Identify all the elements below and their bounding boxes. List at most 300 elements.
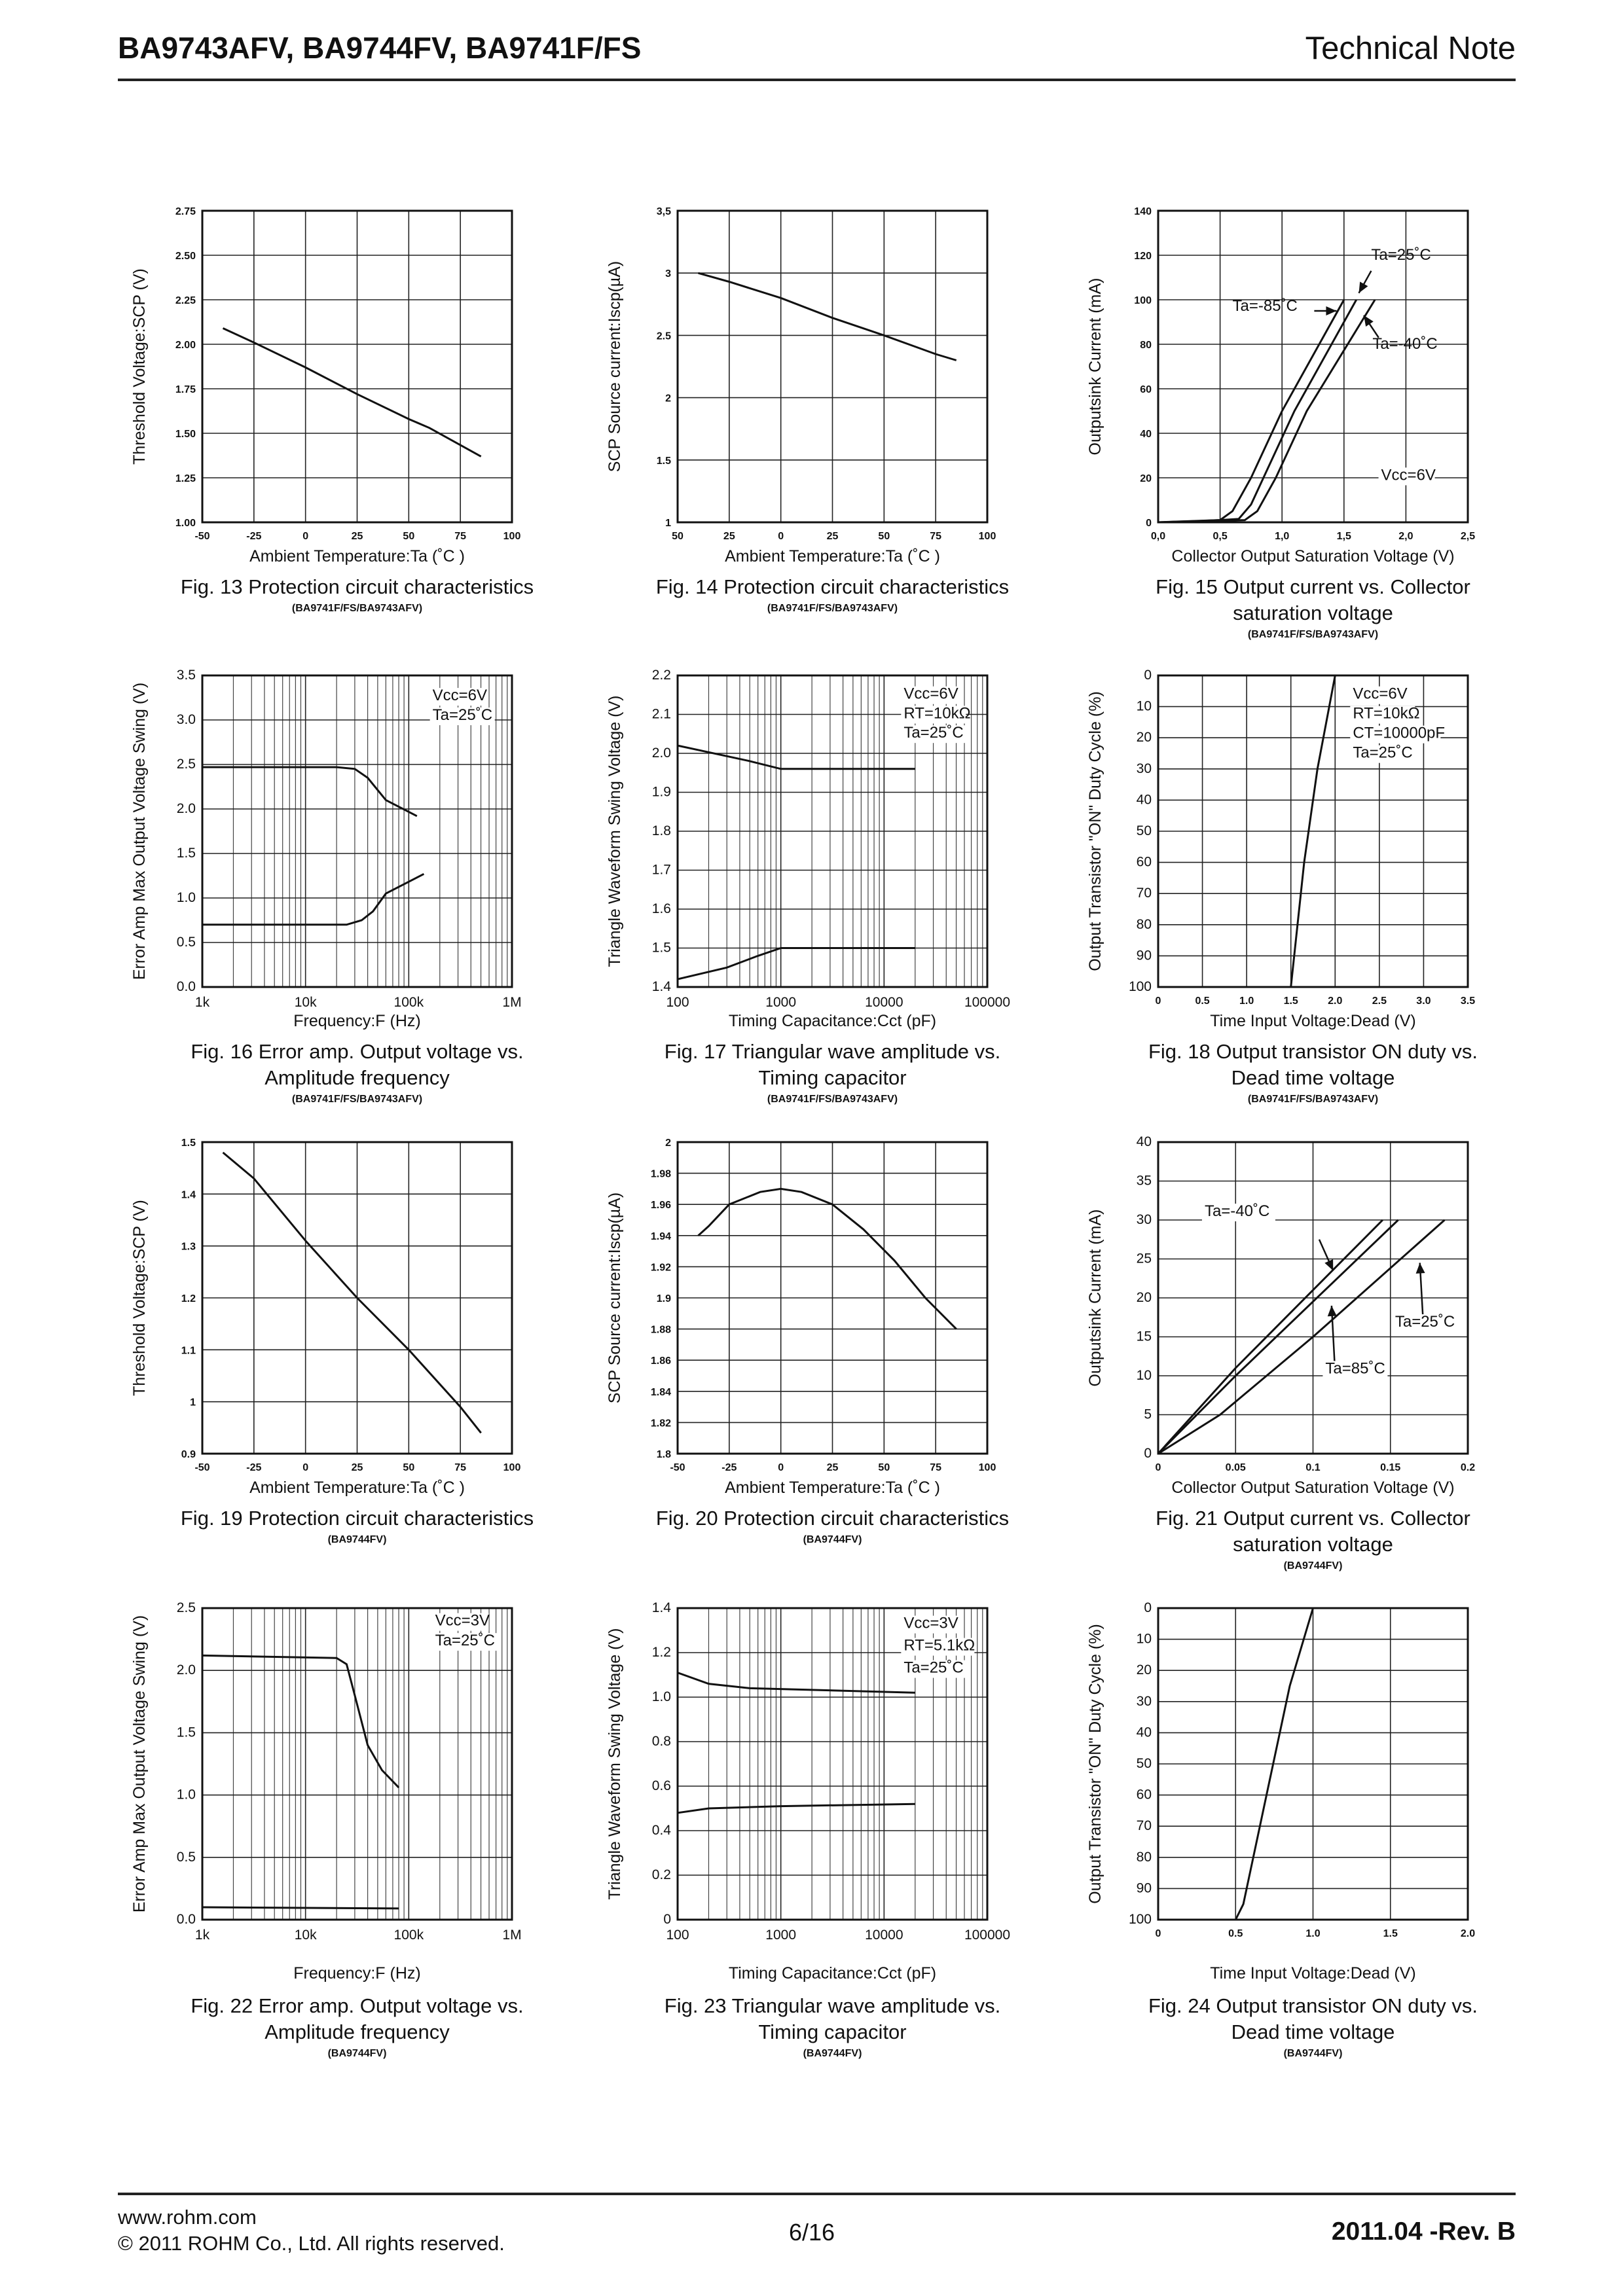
x-tick-label: 1000 <box>765 1928 797 1943</box>
y-tick-label: 1.84 <box>650 1386 671 1398</box>
y-tick-label: 15 <box>1136 1329 1152 1344</box>
y-axis-title: SCP Source current:Iscp(µA) <box>606 260 624 473</box>
annotation-label: RT=10kΩ <box>1353 704 1420 723</box>
figure-16 <box>84 662 543 1134</box>
y-axis-title: Triangle Waveform Swing Voltage (V) <box>606 695 624 967</box>
chart-13 <box>84 198 543 617</box>
y-tick-label: 2 <box>665 1138 671 1149</box>
annotation-label: CT=10000pF <box>1353 724 1446 742</box>
annotation-label: Ta=-85˚C <box>1232 297 1298 315</box>
x-tick-label: 100k <box>393 1928 424 1943</box>
x-tick-label: 1M <box>502 995 522 1010</box>
x-axis-title: Ambient Temperature:Ta (˚C ) <box>249 547 465 565</box>
caption-part-numbers: (BA9744FV) <box>1283 1560 1343 1571</box>
chart-24 <box>1040 1595 1499 2014</box>
y-tick-label: 0.9 <box>181 1449 196 1460</box>
y-tick-label: 1.8 <box>656 1449 671 1460</box>
caption-line: Fig. 17 Triangular wave amplitude vs. <box>664 1040 1001 1063</box>
caption-line: Fig. 22 Error amp. Output voltage vs. <box>191 1994 524 2017</box>
chart-21 <box>1040 1129 1499 1548</box>
x-tick-label: 1.0 <box>1305 1928 1321 1939</box>
annotation-label: Vcc=3V <box>903 1614 958 1632</box>
figure-22 <box>84 1595 543 2066</box>
chart-18 <box>1040 662 1499 1081</box>
figure-caption <box>584 1993 1082 2062</box>
annotation-label: Vcc=3V <box>435 1611 490 1630</box>
annotation-label: Vcc=6V <box>1381 466 1436 484</box>
y-tick-label: 1.4 <box>651 1600 671 1615</box>
y-tick-label: 0.4 <box>651 1823 671 1838</box>
y-tick-label: 1.2 <box>651 1645 671 1660</box>
y-tick-label: 2.75 <box>175 206 196 217</box>
y-tick-label: 60 <box>1140 384 1152 395</box>
x-axis-title: Collector Output Saturation Voltage (V) <box>1171 1479 1455 1497</box>
y-tick-label: 0 <box>1144 1446 1152 1461</box>
x-tick-label: 100 <box>978 531 996 542</box>
caption-part-numbers: (BA9741F/FS/BA9743AFV) <box>767 603 898 614</box>
y-tick-label: 1.8 <box>651 823 671 838</box>
caption-line: Dead time voltage <box>1231 1066 1395 1089</box>
y-tick-label: 0.8 <box>651 1734 671 1749</box>
y-tick-label: 2.0 <box>176 1662 196 1678</box>
y-tick-label: 0.5 <box>176 935 196 950</box>
caption-part-numbers: (BA9744FV) <box>803 1534 862 1545</box>
annotation-label: Ta=25˚C <box>903 1659 964 1677</box>
x-tick-label: 100 <box>503 1462 521 1473</box>
x-tick-label: 0 <box>778 1462 784 1473</box>
chart-17 <box>560 662 1018 1081</box>
x-tick-label: 10000 <box>865 1928 903 1943</box>
y-tick-label: 70 <box>1136 886 1152 901</box>
annotation-label: Vcc=6V <box>432 687 488 705</box>
annotation-label: Ta=25˚C <box>432 706 493 724</box>
y-tick-label: 140 <box>1134 206 1152 217</box>
x-tick-label: -50 <box>194 1462 210 1473</box>
annotation-label: Ta=25˚C <box>1371 245 1431 264</box>
caption-part-numbers: (BA9741F/FS/BA9743AFV) <box>767 1094 898 1105</box>
y-tick-label: 30 <box>1136 1212 1152 1227</box>
y-tick-label: 120 <box>1134 251 1152 262</box>
y-tick-label: 2.00 <box>175 340 196 351</box>
annotation-label: Ta=-40˚C <box>1204 1202 1270 1221</box>
page-number: 6/16 <box>789 2219 835 2246</box>
x-axis-title: Time Input Voltage:Dead (V) <box>1210 1012 1416 1030</box>
series-line-0 <box>699 273 957 360</box>
x-tick-label: 1M <box>502 1928 522 1943</box>
x-axis-title: Frequency:F (Hz) <box>293 1964 421 1982</box>
y-tick-label: 3,5 <box>656 206 671 217</box>
annotation-label: RT=5.1kΩ <box>903 1636 976 1655</box>
y-tick-label: 20 <box>1136 730 1152 745</box>
figure-14 <box>560 198 1018 669</box>
x-tick-label: -50 <box>194 531 210 542</box>
x-tick-label: 0,0 <box>1150 531 1166 542</box>
figure-caption <box>584 574 1082 617</box>
x-axis-title: Time Input Voltage:Dead (V) <box>1210 1964 1416 1982</box>
y-tick-label: 1.5 <box>656 455 671 467</box>
x-tick-label: 1k <box>194 1928 210 1943</box>
x-tick-label: 75 <box>454 1462 467 1473</box>
y-tick-label: 2 <box>665 393 671 404</box>
chart-22 <box>84 1595 543 2014</box>
y-tick-label: 2.0 <box>176 801 196 816</box>
y-tick-label: 1.9 <box>656 1293 671 1304</box>
x-axis-title: Timing Capacitance:Cct (pF) <box>728 1964 937 1982</box>
caption-part-numbers: (BA9744FV) <box>327 2048 387 2059</box>
y-tick-label: 1.6 <box>651 901 671 916</box>
annotation-label: Vcc=6V <box>1353 685 1408 703</box>
x-tick-label: 75 <box>930 1462 942 1473</box>
x-tick-label: 10k <box>294 1928 317 1943</box>
x-tick-label: 1.5 <box>1283 996 1298 1007</box>
chart-19 <box>84 1129 543 1548</box>
x-tick-label: 50 <box>878 1462 890 1473</box>
x-tick-label: 2.0 <box>1460 1928 1476 1939</box>
figure-caption <box>584 1039 1082 1108</box>
x-tick-label: 1.0 <box>1239 996 1254 1007</box>
x-tick-label: 0.05 <box>1225 1462 1246 1473</box>
x-tick-label: 75 <box>454 531 467 542</box>
x-tick-label: 1000 <box>765 995 797 1010</box>
y-tick-label: 1.94 <box>650 1230 671 1242</box>
y-tick-label: 70 <box>1136 1818 1152 1834</box>
y-tick-label: 0 <box>1146 518 1152 529</box>
y-tick-label: 1.00 <box>175 518 196 529</box>
x-tick-label: 100 <box>978 1462 996 1473</box>
x-tick-label: 100 <box>666 995 689 1010</box>
y-tick-label: 1.3 <box>181 1241 196 1253</box>
figure-19 <box>84 1129 543 1600</box>
x-axis-title: Ambient Temperature:Ta (˚C ) <box>725 547 940 565</box>
x-tick-label: 1,5 <box>1336 531 1351 542</box>
y-axis-title: Output Transistor "ON" Duty Cycle (%) <box>1086 1624 1104 1904</box>
y-axis-title: Triangle Waveform Swing Voltage (V) <box>606 1628 624 1900</box>
y-tick-label: 1.25 <box>175 473 196 484</box>
figure-caption <box>109 1039 606 1108</box>
x-tick-label: 25 <box>723 531 735 542</box>
y-tick-label: 1.2 <box>181 1293 196 1304</box>
y-tick-label: 0.0 <box>176 1912 196 1927</box>
y-tick-label: 20 <box>1140 473 1152 484</box>
x-tick-label: 0.15 <box>1380 1462 1401 1473</box>
header-divider <box>118 79 1516 81</box>
x-tick-label: 50 <box>403 531 415 542</box>
y-tick-label: 1.5 <box>176 846 196 861</box>
figure-24 <box>1040 1595 1499 2066</box>
y-tick-label: 80 <box>1136 916 1152 932</box>
y-tick-label: 0.5 <box>176 1849 196 1865</box>
caption-part-numbers: (BA9741F/FS/BA9743AFV) <box>1247 629 1379 640</box>
x-tick-label: 0.5 <box>1228 1928 1243 1939</box>
y-tick-label: 40 <box>1140 429 1152 440</box>
y-tick-label: 100 <box>1128 1912 1152 1927</box>
series-line-0 <box>223 329 481 457</box>
x-tick-label: 1,0 <box>1275 531 1290 542</box>
y-tick-label: 1.88 <box>650 1324 671 1336</box>
caption-line: Amplitude frequency <box>264 1066 450 1089</box>
y-tick-label: 3.5 <box>176 668 196 683</box>
x-tick-label: 100000 <box>964 1928 1011 1943</box>
y-tick-label: 2.50 <box>175 251 196 262</box>
arrowhead-icon <box>1416 1263 1425 1273</box>
x-tick-label: 3.0 <box>1416 996 1431 1007</box>
x-tick-label: 100000 <box>964 995 1011 1010</box>
arrowhead-icon <box>1364 315 1374 327</box>
y-tick-label: 30 <box>1136 761 1152 776</box>
x-tick-label: -25 <box>246 1462 262 1473</box>
x-tick-label: 0.2 <box>1460 1462 1476 1473</box>
y-axis-title: Outputsink Current (mA) <box>1086 1209 1104 1387</box>
caption-line: saturation voltage <box>1233 601 1393 624</box>
caption-line: Timing capacitor <box>758 2020 907 2043</box>
x-tick-label: 0.1 <box>1305 1462 1321 1473</box>
x-tick-label: 2.0 <box>1328 996 1343 1007</box>
y-tick-label: 80 <box>1136 1849 1152 1865</box>
x-tick-label: 50 <box>672 531 684 542</box>
x-tick-label: 2,5 <box>1460 531 1476 542</box>
x-tick-label: 0 <box>778 531 784 542</box>
y-tick-label: 2.0 <box>651 745 671 761</box>
y-tick-label: 1 <box>190 1397 196 1408</box>
series-line-0 <box>223 1153 481 1433</box>
x-tick-label: 2.5 <box>1372 996 1387 1007</box>
x-tick-label: -25 <box>246 531 262 542</box>
y-tick-label: 2.25 <box>175 295 196 306</box>
figure-caption <box>584 1505 1082 1549</box>
y-tick-label: 0.0 <box>176 979 196 994</box>
y-tick-label: 40 <box>1136 1725 1152 1740</box>
x-tick-label: -50 <box>670 1462 685 1473</box>
y-tick-label: 0.2 <box>651 1867 671 1882</box>
y-tick-label: 100 <box>1128 979 1152 994</box>
y-axis-title: Threshold Voltage:SCP (V) <box>130 268 149 465</box>
figure-caption <box>1065 1505 1562 1575</box>
figure-15 <box>1040 198 1499 669</box>
y-tick-label: 1.9 <box>651 784 671 800</box>
y-tick-label: 1.0 <box>651 1689 671 1704</box>
x-tick-label: 0 <box>1155 1462 1161 1473</box>
x-tick-label: 3.5 <box>1460 996 1476 1007</box>
annotation-label: Ta=25˚C <box>903 724 964 742</box>
series-line-1 <box>202 874 424 925</box>
caption-part-numbers: (BA9744FV) <box>327 1534 387 1545</box>
y-tick-label: 1.4 <box>651 979 671 994</box>
annotation-label: Ta=-40˚C <box>1372 334 1438 353</box>
x-tick-label: 100k <box>393 995 424 1010</box>
figure-13 <box>84 198 543 669</box>
y-tick-label: 60 <box>1136 1787 1152 1803</box>
y-tick-label: 2.5 <box>176 1600 196 1615</box>
y-axis-title: SCP Source current:Iscp(µA) <box>606 1192 624 1404</box>
caption-line: Fig. 16 Error amp. Output voltage vs. <box>191 1040 524 1063</box>
caption-line: Dead time voltage <box>1231 2020 1395 2043</box>
footer-copyright: © 2011 ROHM Co., Ltd. All rights reserved. <box>118 2232 505 2255</box>
x-tick-label: 25 <box>351 1462 363 1473</box>
y-tick-label: 1.1 <box>181 1345 196 1357</box>
caption-line: Fig. 23 Triangular wave amplitude vs. <box>664 1994 1001 2017</box>
y-tick-label: 90 <box>1136 1880 1152 1896</box>
x-tick-label: 25 <box>826 531 839 542</box>
chart-14 <box>560 198 1018 617</box>
y-axis-title: Error Amp Max Output Voltage Swing (V) <box>130 682 149 980</box>
figure-caption <box>109 574 606 617</box>
y-tick-label: 2.5 <box>656 331 671 342</box>
y-tick-label: 2.2 <box>651 668 671 683</box>
x-tick-label: 0 <box>302 531 309 542</box>
x-tick-label: 50 <box>403 1462 415 1473</box>
x-axis-title: Ambient Temperature:Ta (˚C ) <box>725 1479 940 1497</box>
figure-17 <box>560 662 1018 1134</box>
figure-caption <box>109 1993 606 2062</box>
caption-part-numbers: (BA9744FV) <box>1283 2048 1343 2059</box>
arrowhead-icon <box>1328 1306 1337 1316</box>
x-tick-label: 0,5 <box>1213 531 1228 542</box>
y-tick-label: 10 <box>1136 698 1152 714</box>
x-tick-label: 25 <box>826 1462 839 1473</box>
annotation-label: Ta=25˚C <box>1395 1313 1455 1331</box>
y-tick-label: 0 <box>663 1912 671 1927</box>
y-axis-title: Error Amp Max Output Voltage Swing (V) <box>130 1615 149 1913</box>
x-axis-title: Timing Capacitance:Cct (pF) <box>728 1012 937 1030</box>
annotation-label: RT=10kΩ <box>903 704 971 723</box>
caption-line: Fig. 21 Output current vs. Collector <box>1156 1507 1470 1530</box>
y-tick-label: 90 <box>1136 948 1152 963</box>
y-tick-label: 1.5 <box>651 940 671 956</box>
chart-15 <box>1040 198 1499 617</box>
x-axis-title: Collector Output Saturation Voltage (V) <box>1171 547 1455 565</box>
y-tick-label: 80 <box>1140 340 1152 351</box>
y-tick-label: 10 <box>1136 1368 1152 1383</box>
document-title: BA9743AFV, BA9744FV, BA9741F/FS <box>118 31 642 65</box>
x-tick-label: 25 <box>351 531 363 542</box>
y-tick-label: 1.0 <box>176 890 196 905</box>
caption-line: Fig. 14 Protection circuit characteristics <box>655 575 1010 598</box>
caption-line: Fig. 19 Protection circuit characteristics <box>180 1507 534 1530</box>
series-line-1 <box>1158 300 1357 522</box>
document-type: Technical Note <box>1305 31 1516 66</box>
x-tick-label: -25 <box>721 1462 737 1473</box>
y-tick-label: 30 <box>1136 1693 1152 1709</box>
chart-16 <box>84 662 543 1081</box>
caption-line: Fig. 15 Output current vs. Collector <box>1156 575 1470 598</box>
x-tick-label: 0 <box>1155 996 1161 1007</box>
y-tick-label: 5 <box>1144 1407 1152 1422</box>
caption-part-numbers: (BA9741F/FS/BA9743AFV) <box>291 603 423 614</box>
chart-20 <box>560 1129 1018 1548</box>
annotation-label: Ta=25˚C <box>1353 744 1413 762</box>
x-tick-label: 100 <box>666 1928 689 1943</box>
x-axis-title: Frequency:F (Hz) <box>293 1012 421 1030</box>
y-tick-label: 3.0 <box>176 712 196 727</box>
figure-caption <box>1065 1039 1562 1108</box>
y-tick-label: 1.0 <box>176 1787 196 1803</box>
x-tick-label: 0 <box>302 1462 309 1473</box>
annotation-label: Ta=25˚C <box>435 1632 495 1650</box>
figure-20 <box>560 1129 1018 1600</box>
caption-line: Fig. 13 Protection circuit characteristics <box>180 575 534 598</box>
y-tick-label: 1.50 <box>175 429 196 440</box>
chart-23 <box>560 1595 1018 2014</box>
figure-21 <box>1040 1129 1499 1600</box>
y-tick-label: 2.5 <box>176 757 196 772</box>
y-axis-title: Outputsink Current (mA) <box>1086 278 1104 456</box>
y-tick-label: 1 <box>665 518 671 529</box>
caption-line: Fig. 24 Output transistor ON duty vs. <box>1148 1994 1478 2017</box>
y-tick-label: 100 <box>1134 295 1152 306</box>
figure-18 <box>1040 662 1499 1134</box>
caption-part-numbers: (BA9741F/FS/BA9743AFV) <box>291 1094 423 1105</box>
y-tick-label: 1.5 <box>176 1725 196 1740</box>
y-axis-title: Threshold Voltage:SCP (V) <box>130 1200 149 1396</box>
figure-23 <box>560 1595 1018 2066</box>
y-tick-label: 1.4 <box>181 1189 196 1201</box>
y-tick-label: 2.1 <box>651 706 671 722</box>
annotation-label: Vcc=6V <box>903 685 958 703</box>
x-axis-title: Ambient Temperature:Ta (˚C ) <box>249 1479 465 1497</box>
x-tick-label: 1.5 <box>1383 1928 1398 1939</box>
x-tick-label: 0 <box>1155 1928 1161 1939</box>
y-tick-label: 25 <box>1136 1251 1152 1266</box>
y-tick-label: 50 <box>1136 823 1152 838</box>
y-tick-label: 40 <box>1136 792 1152 808</box>
y-tick-label: 0 <box>1144 1600 1152 1615</box>
x-tick-label: 100 <box>503 531 521 542</box>
series-line-0 <box>1158 300 1344 522</box>
footer-divider <box>118 2193 1516 2195</box>
y-tick-label: 3 <box>665 268 671 280</box>
y-tick-label: 1.98 <box>650 1168 671 1180</box>
footer-url[interactable]: www.rohm.com <box>118 2206 257 2229</box>
y-tick-label: 20 <box>1136 1290 1152 1305</box>
y-tick-label: 1.82 <box>650 1418 671 1429</box>
series-line-1 <box>202 1907 399 1909</box>
y-tick-label: 60 <box>1136 854 1152 870</box>
x-tick-label: 10k <box>294 995 317 1010</box>
caption-line: saturation voltage <box>1233 1533 1393 1556</box>
series-line-2 <box>1158 300 1375 522</box>
y-tick-label: 1.96 <box>650 1200 671 1211</box>
series-line-0 <box>699 1189 957 1329</box>
y-tick-label: 10 <box>1136 1631 1152 1647</box>
figure-caption <box>1065 574 1562 643</box>
caption-part-numbers: (BA9744FV) <box>803 2048 862 2059</box>
y-tick-label: 40 <box>1136 1134 1152 1149</box>
x-tick-label: 1k <box>194 995 210 1010</box>
x-tick-label: 50 <box>878 531 890 542</box>
caption-line: Fig. 20 Protection circuit characteristics <box>655 1507 1010 1530</box>
x-tick-label: 75 <box>930 531 942 542</box>
x-tick-label: 10000 <box>865 995 903 1010</box>
y-tick-label: 50 <box>1136 1756 1152 1771</box>
y-tick-label: 35 <box>1136 1173 1152 1189</box>
x-tick-label: 2,0 <box>1398 531 1413 542</box>
y-tick-label: 1.92 <box>650 1262 671 1274</box>
figure-caption <box>109 1505 606 1549</box>
caption-line: Fig. 18 Output transistor ON duty vs. <box>1148 1040 1478 1063</box>
caption-line: Timing capacitor <box>758 1066 907 1089</box>
y-tick-label: 1.86 <box>650 1355 671 1367</box>
x-tick-label: 0.5 <box>1195 996 1210 1007</box>
annotation-label: Ta=85˚C <box>1325 1359 1385 1378</box>
y-tick-label: 1.5 <box>181 1138 196 1149</box>
plot-frame <box>202 1608 512 1920</box>
caption-part-numbers: (BA9741F/FS/BA9743AFV) <box>1247 1094 1379 1105</box>
y-tick-label: 20 <box>1136 1662 1152 1678</box>
caption-line: Amplitude frequency <box>264 2020 450 2043</box>
revision: 2011.04 -Rev. B <box>1331 2217 1516 2246</box>
y-tick-label: 1.75 <box>175 384 196 395</box>
figure-caption <box>1065 1993 1562 2062</box>
